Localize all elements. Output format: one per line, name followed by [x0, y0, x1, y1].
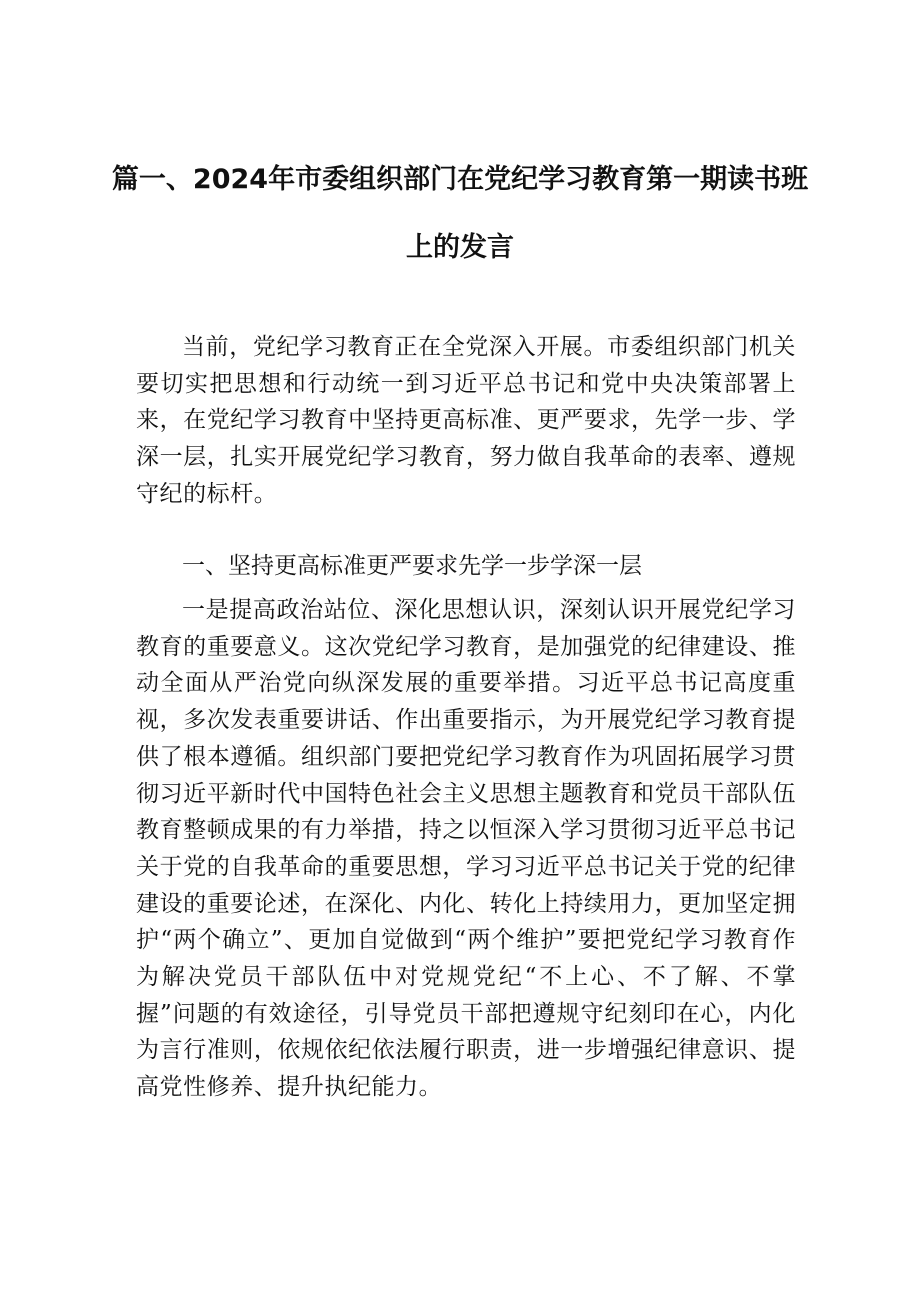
section-1-heading: 一、坚持更高标准更严要求先学一步学深一层	[182, 553, 642, 579]
document-title-line-1: 篇一、2024年市委组织部门在党纪学习教育第一期读书班	[111, 164, 809, 195]
intro-paragraph: 当前，党纪学习教育正在全党深入开展。市委组织部门机关要切实把思想和行动统一到习近平总书记和党中央决策部署上来，在党纪学习教育中坚持更高标准、更严要求，先学一步、学深一层，扎实开展党纪学习教育，努力做自我革命的表率、遵规守纪的标杆。	[136, 334, 796, 507]
section-1-paragraph: 一是提高政治站位、深化思想认识，深刻认识开展党纪学习教育的重要意义。这次党纪学习教育，是加强党的纪律建设、推动全面从严治党向纵深发展的重要举措。习近平总书记高度重视，多次发表重要讲话、作出重要指示，为开展党纪学习教育提供了根本遵循。组织部门要把党纪学习教育作为巩固拓展学习贯彻习近平新时代中国特色社会主义思想主题教育和党员干部队伍教育整顿成果的有力举措，持之以恒深入学习贯彻习近平总书记关于党的自我革命的重要思想，学习习近平总书记关于党的纪律建设的重要论述，在深化、内化、转化上持续用力，更加坚定拥护“两个确立”、更加自觉做到“两个维护”要把党纪学习教育作为解决党员干部队伍中对党规党纪“不上心、不了解、不掌握”问题的有效途径，引导党员干部把遵规守纪刻印在心，内化为言行准则，依规依纪依法履行职责，进一步增强纪律意识、提高党性修养、提升执纪能力。	[136, 597, 796, 1101]
document-title-line-2: 上的发言	[406, 232, 514, 263]
